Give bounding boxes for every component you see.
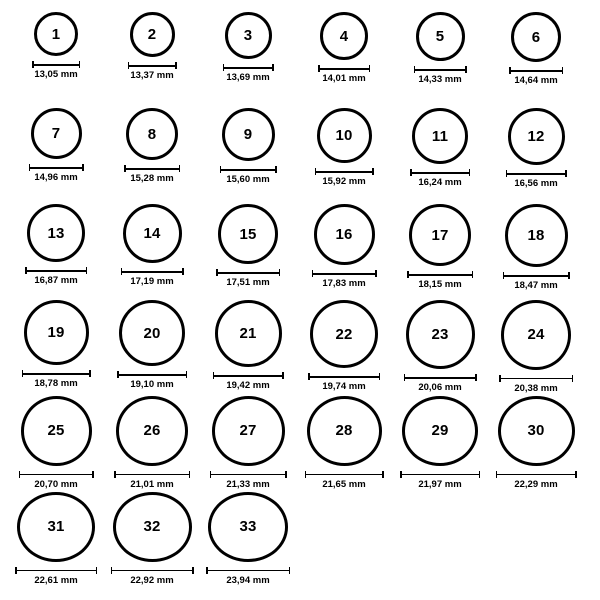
ring-circle [24, 300, 89, 365]
ring-size-label: 3 [243, 27, 253, 44]
ring-size-cell [296, 106, 392, 202]
ring-circle [406, 300, 475, 369]
ring-diameter-label: 22,29 mm [514, 478, 558, 490]
ring-circle [314, 204, 375, 265]
ring-size-cell [488, 106, 584, 202]
caliper-icon [220, 166, 277, 173]
ring-measurement [22, 370, 91, 389]
caliper-icon [400, 471, 480, 478]
ring-size-label: 27 [239, 422, 257, 440]
caliper-icon [308, 373, 380, 380]
ring-measurement [210, 471, 287, 490]
ring-size-cell [104, 202, 200, 298]
ring-diameter-label: 16,56 mm [514, 178, 558, 189]
ring-measurement [315, 168, 374, 187]
ring-circle [218, 204, 278, 264]
ring-diameter-label: 21,33 mm [226, 478, 270, 490]
ring-size-label: 22 [335, 325, 353, 343]
ring-size-label: 10 [335, 127, 353, 144]
caliper-icon [114, 471, 190, 478]
ring-measurement [213, 372, 284, 391]
ring-circle [34, 12, 78, 56]
ring-diameter-label: 21,65 mm [322, 478, 366, 490]
ring-size-cell [8, 298, 104, 394]
ring-size-label: 18 [527, 227, 545, 244]
ring-circle [317, 108, 372, 163]
ring-size-cell [200, 202, 296, 298]
ring-diameter-label: 17,51 mm [226, 277, 270, 288]
ring-size-cell [200, 106, 296, 202]
ring-measurement [414, 66, 467, 85]
ring-size-cell [8, 394, 104, 490]
ring-size-label: 29 [431, 422, 449, 440]
ring-size-cell [104, 394, 200, 490]
ring-size-label: 33 [239, 518, 257, 536]
ring-size-cell [8, 490, 104, 586]
ring-size-cell [488, 202, 584, 298]
ring-size-label: 25 [47, 422, 65, 440]
ring-diameter-label: 14,01 mm [322, 73, 366, 84]
ring-diameter-label: 16,24 mm [418, 177, 462, 188]
ring-size-label: 11 [431, 127, 449, 145]
ring-diameter-label: 19,42 mm [226, 380, 270, 391]
ring-circle [409, 204, 471, 266]
ring-size-label: 31 [47, 518, 65, 536]
ring-circle [402, 396, 478, 466]
ring-diameter-label: 22,61 mm [34, 574, 78, 586]
ring-circle [17, 492, 95, 562]
ring-diameter-label: 13,05 mm [34, 69, 78, 80]
ring-diameter-label: 19,10 mm [130, 379, 174, 390]
ring-size-label: 19 [47, 324, 65, 341]
ring-circle [505, 204, 568, 267]
caliper-icon [318, 65, 370, 72]
ring-circle [123, 204, 182, 263]
ring-size-cell [296, 394, 392, 490]
ring-diameter-label: 15,92 mm [322, 176, 366, 187]
ring-size-cell [392, 10, 488, 106]
ring-measurement [114, 471, 190, 490]
ring-diameter-label: 20,38 mm [514, 382, 558, 394]
ring-size-label: 1 [51, 25, 61, 43]
caliper-icon [509, 67, 563, 74]
ring-size-label: 16 [335, 226, 353, 243]
ring-measurement [496, 471, 577, 490]
ring-diameter-label: 19,74 mm [322, 381, 366, 392]
ring-size-cell [8, 202, 104, 298]
ring-diameter-label: 14,64 mm [514, 75, 558, 86]
ring-size-cell [392, 202, 488, 298]
caliper-icon [407, 271, 473, 278]
caliper-icon [29, 164, 84, 171]
caliper-icon [305, 471, 384, 478]
ring-measurement [216, 269, 280, 288]
ring-measurement [206, 567, 290, 586]
ring-diameter-label: 14,33 mm [418, 74, 462, 85]
ring-measurement [509, 67, 563, 86]
ring-size-cell [296, 10, 392, 106]
caliper-icon [223, 64, 274, 71]
ring-diameter-label: 15,28 mm [130, 173, 174, 184]
ring-measurement [400, 471, 480, 490]
ring-diameter-label: 18,47 mm [514, 280, 558, 291]
ring-size-label: 23 [431, 326, 449, 343]
ring-circle [222, 108, 275, 161]
ring-diameter-label: 15,60 mm [226, 174, 270, 185]
ring-circle [31, 108, 82, 159]
ring-diameter-label: 22,92 mm [130, 574, 174, 586]
ring-circle [208, 492, 288, 562]
ring-size-cell [104, 298, 200, 394]
caliper-icon [496, 471, 577, 478]
ring-size-cell [296, 298, 392, 394]
ring-size-label: 5 [435, 28, 445, 45]
ring-diameter-label: 14,96 mm [34, 172, 78, 183]
ring-size-cell [8, 106, 104, 202]
ring-size-cell [392, 106, 488, 202]
caliper-icon [410, 169, 470, 176]
ring-size-label: 8 [147, 125, 157, 143]
ring-size-label: 4 [339, 27, 349, 45]
caliper-icon [404, 374, 477, 381]
ring-measurement [318, 65, 370, 84]
ring-circle [412, 108, 468, 164]
ring-size-label: 15 [239, 225, 257, 243]
ring-size-cell [104, 106, 200, 202]
caliper-icon [117, 371, 187, 378]
ring-measurement [220, 166, 277, 185]
ring-size-label: 28 [335, 422, 353, 440]
ring-measurement [29, 164, 84, 183]
ring-size-label: 9 [243, 126, 253, 143]
caliper-icon [503, 272, 570, 279]
caliper-icon [128, 62, 177, 69]
ring-circle [119, 300, 185, 366]
ring-circle [511, 12, 561, 62]
caliper-icon [206, 567, 290, 574]
ring-circle [130, 12, 175, 57]
caliper-icon [25, 267, 87, 274]
caliper-icon [414, 66, 467, 73]
ring-size-cell [392, 394, 488, 490]
caliper-icon [506, 170, 567, 177]
ring-size-cell [488, 298, 584, 394]
ring-size-cell [392, 298, 488, 394]
ring-size-cell [104, 10, 200, 106]
ring-size-label: 7 [51, 125, 61, 142]
ring-measurement [15, 567, 97, 586]
caliper-icon [22, 370, 91, 377]
ring-circle [310, 300, 378, 368]
caliper-icon [216, 269, 280, 276]
ring-circle [501, 300, 571, 370]
caliper-icon [111, 567, 194, 574]
caliper-icon [124, 165, 180, 172]
ring-diameter-label: 17,83 mm [322, 278, 366, 289]
ring-circle [215, 300, 282, 367]
ring-circle [21, 396, 92, 466]
ring-size-cell [8, 10, 104, 106]
ring-diameter-label: 20,06 mm [418, 382, 462, 393]
ring-measurement [124, 165, 180, 184]
ring-size-cell [488, 394, 584, 490]
caliper-icon [210, 471, 287, 478]
ring-circle [116, 396, 188, 466]
ring-measurement [128, 62, 177, 81]
ring-measurement [308, 373, 380, 392]
ring-circle [508, 108, 565, 165]
ring-circle [113, 492, 192, 562]
ring-diameter-label: 23,94 mm [226, 574, 270, 586]
ring-measurement [404, 374, 477, 393]
ring-size-label: 14 [143, 225, 161, 242]
ring-size-cell [488, 10, 584, 106]
ring-circle [27, 204, 85, 262]
caliper-icon [312, 270, 377, 277]
ring-circle [498, 396, 575, 466]
ring-measurement [499, 375, 573, 394]
ring-measurement [407, 271, 473, 290]
ring-diameter-label: 13,37 mm [130, 70, 174, 81]
caliper-icon [213, 372, 284, 379]
ring-measurement [506, 170, 567, 189]
ring-size-cell [296, 202, 392, 298]
ring-diameter-label: 13,69 mm [226, 72, 270, 83]
ring-measurement [32, 61, 80, 80]
ring-diameter-label: 17,19 mm [130, 276, 174, 287]
ring-measurement [223, 64, 274, 83]
ring-measurement [19, 471, 94, 490]
ring-size-label: 6 [531, 28, 541, 46]
ring-diameter-label: 16,87 mm [34, 275, 78, 286]
ring-measurement [117, 371, 187, 390]
ring-measurement [121, 268, 184, 287]
ring-size-label: 20 [143, 324, 161, 342]
ring-diameter-label: 18,78 mm [34, 378, 78, 389]
ring-size-label: 26 [143, 422, 161, 440]
ring-circle [307, 396, 382, 466]
ring-size-label: 30 [527, 422, 545, 440]
ring-size-cell [104, 490, 200, 586]
ring-size-cell [200, 10, 296, 106]
ring-diameter-label: 18,15 mm [418, 279, 462, 290]
ring-size-label: 12 [527, 128, 545, 145]
caliper-icon [121, 268, 184, 275]
ring-size-label: 21 [239, 325, 257, 342]
ring-size-label: 32 [143, 518, 161, 536]
caliper-icon [315, 168, 374, 175]
ring-circle [416, 12, 465, 61]
ring-circle [212, 396, 285, 466]
ring-size-label: 2 [147, 26, 157, 43]
ring-diameter-label: 21,97 mm [418, 478, 462, 490]
ring-measurement [312, 270, 377, 289]
caliper-icon [499, 375, 573, 382]
ring-size-label: 13 [47, 224, 65, 242]
caliper-icon [15, 567, 97, 574]
ring-measurement [25, 267, 87, 286]
ring-circle [126, 108, 178, 160]
ring-size-cell [200, 490, 296, 586]
ring-circle [320, 12, 368, 60]
ring-size-cell [200, 298, 296, 394]
ring-diameter-label: 20,70 mm [34, 478, 78, 490]
ring-size-cell [200, 394, 296, 490]
caliper-icon [32, 61, 80, 68]
ring-measurement [410, 169, 470, 188]
ring-measurement [111, 567, 194, 586]
ring-measurement [503, 272, 570, 291]
ring-circle [225, 12, 272, 59]
ring-measurement [305, 471, 384, 490]
caliper-icon [19, 471, 94, 478]
ring-diameter-label: 21,01 mm [130, 478, 174, 490]
ring-size-label: 17 [431, 226, 449, 244]
ring-size-label: 24 [527, 326, 545, 344]
